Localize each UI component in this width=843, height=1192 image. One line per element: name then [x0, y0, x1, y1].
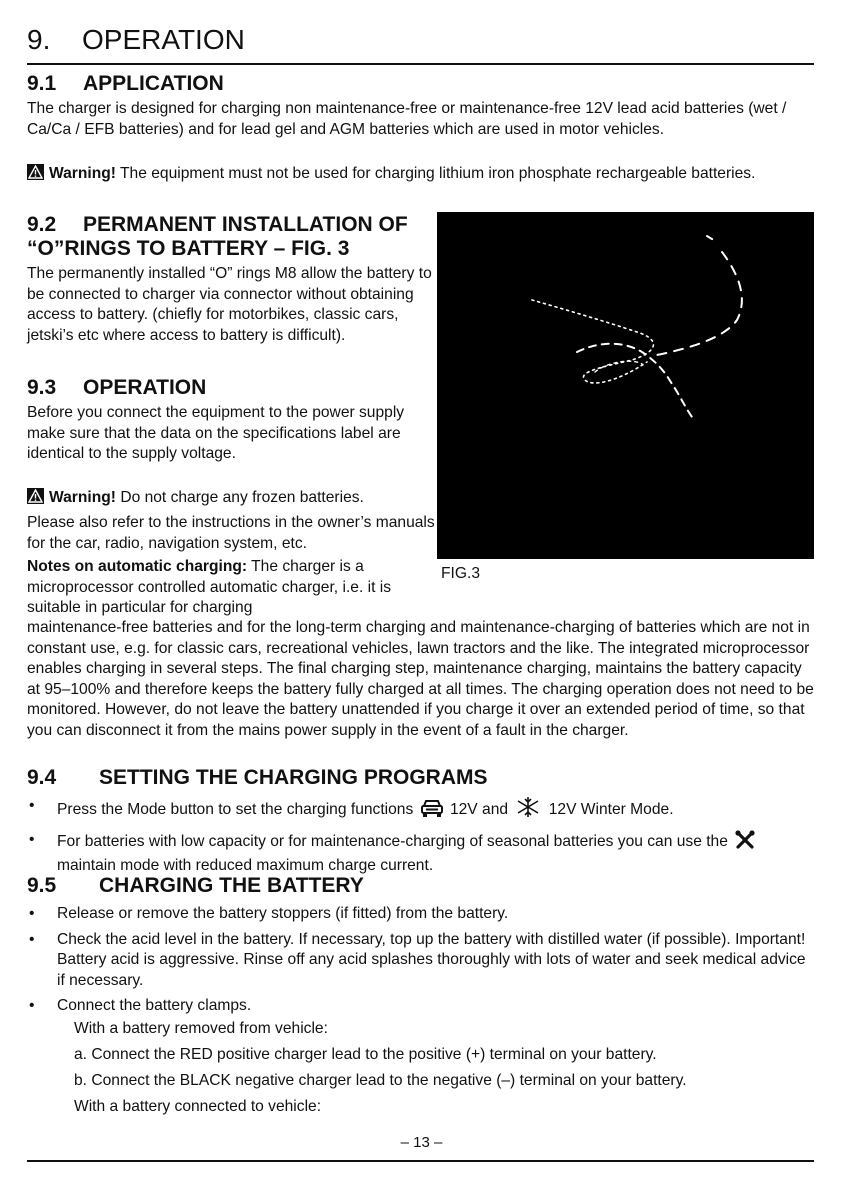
- list-item: • Release or remove the battery stoppers (if fitted) from the battery.: [29, 905, 509, 922]
- section-9-2-paragraph: The permanently installed “O” rings M8 allow the battery to be connected to charger via connector without obtaining access to battery. (chiefly for motorbikes, classic cars, jetski’s etc where access to battery is difficult).: [27, 265, 432, 344]
- figure-3-image: [437, 212, 814, 559]
- section-9-4-list: [27, 796, 817, 882]
- title-text: OPERATION: [82, 24, 245, 55]
- title-number: 9.: [27, 24, 51, 55]
- warning-icon: [27, 164, 44, 180]
- list-item: • For batteries with low capacity or for maintenance-charging of seasonal batteries you can use the maintain mode with reduced maximum charge current.: [27, 830, 817, 877]
- section-9-4-heading: 9.4 SETTING THE CHARGING PROGRAMS: [27, 766, 488, 789]
- footer-rule: [27, 1160, 814, 1162]
- section-9-1-paragraph: The charger is designed for charging non maintenance-free or maintenance-free 12V lead acid batteries (wet / Ca/Ca / EFB batteries) and for lead gel and AGM batteries which are used in motor vehicles.: [27, 100, 787, 138]
- section-9-5-list: [27, 904, 817, 1022]
- section-9-5-sub-removed: With a battery removed from vehicle:: [74, 1020, 328, 1037]
- section-9-3-heading: 9.3 OPERATION: [27, 376, 207, 399]
- section-9-3-notes: Notes on automatic charging: The charger is a microprocessor controlled automatic charger, i.e. it is suitable in particular for charging: [27, 558, 392, 617]
- list-item: • Check the acid level in the battery. If necessary, top up the battery with distilled water (if possible). Important! Battery acid is aggressive. Rinse off any acid splashes thoroughly with lots of water and seek medical advice if necessary.: [29, 930, 806, 989]
- section-9-3-warning: Warning! Do not charge any frozen batteries.: [27, 488, 437, 509]
- warning-icon: [27, 488, 44, 504]
- list-item: • Press the Mode button to set the charging functions 12V and 12V Winter Mode.: [27, 796, 817, 825]
- section-9-3-paragraph: Before you connect the equipment to the power supply make sure that the data on the specifications label are identical to the supply voltage.: [27, 404, 405, 463]
- page-number: – 13 –: [400, 1134, 443, 1151]
- section-9-2-heading: 9.2 PERMANENT INSTALLATION OF “O”RINGS TO BATTERY – FIG. 3: [27, 213, 408, 260]
- wrench-icon: [734, 830, 756, 857]
- section-9-5-sub-connected: With a battery connected to vehicle:: [74, 1098, 322, 1115]
- section-9-1-warning: Warning! The equipment must not be used for charging lithium iron phosphate rechargeable batteries.: [27, 164, 817, 185]
- snowflake-icon: [514, 796, 542, 825]
- page-title: [27, 25, 245, 55]
- step-a: a. Connect the RED positive charger lead to the positive (+) terminal on your battery.: [74, 1046, 657, 1063]
- section-9-3-reference: Please also refer to the instructions in the owner’s manuals for the car, radio, navigation system, etc.: [27, 514, 435, 552]
- car-icon: [420, 798, 444, 825]
- section-9-1-heading: 9.1 APPLICATION: [27, 72, 224, 95]
- section-9-5-heading: 9.5 CHARGING THE BATTERY: [27, 874, 364, 897]
- figure-caption: FIG.3: [441, 565, 480, 582]
- section-9-3-notes-continued: maintenance-free batteries and for the long-term charging and maintenance-charging of batteries which are not in constant use, e.g. for classic cars, recreational vehicles, lawn tractors and the like. The integrated microprocessor enables charging in several steps. The final charging step, maintenance charging, maintains the battery capacity at 95–100% and therefore keeps the battery fully charged at all times. The charging operation does not need to be monitored. However, do not leave the battery unattended if you charge it over an extended period of time, so that you can disconnect it from the mains power supply in the event of a fault in the charger.: [27, 619, 814, 739]
- list-item: • Connect the battery clamps.: [29, 997, 252, 1015]
- step-b: b. Connect the BLACK negative charger lead to the negative (–) terminal on your battery.: [74, 1072, 687, 1089]
- title-rule: [27, 63, 814, 65]
